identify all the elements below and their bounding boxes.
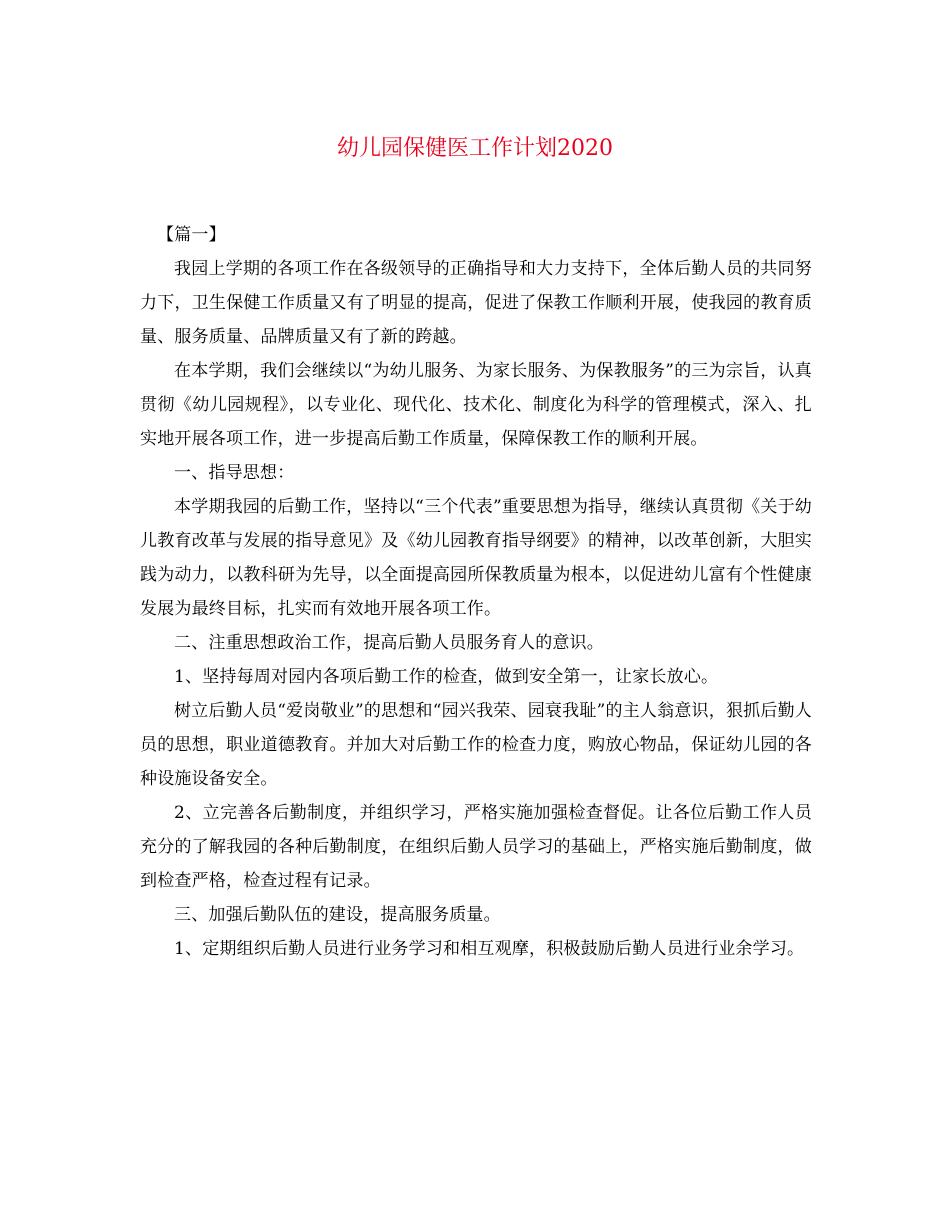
section-heading: 二、注重思想政治工作，提高后勤人员服务育人的意识。: [174, 633, 604, 653]
body-paragraph: 我园上学期的各项工作在各级领导的正确指导和大力支持下，全体后勤人员的共同努力下，卫生保健工作质量又有了明显的提高，促进了保教工作顺利开展，使我园的教育质量、服务质量、品牌质量又有了新的跨越。: [140, 259, 812, 347]
body-paragraph: 树立后勤人员“爱岗敬业”的思想和“园兴我荣、园衰我耻”的主人翁意识，狠抓后勤人员的思想，职业道德教育。并加大对后勤工作的检查力度，购放心物品，保证幼儿园的各种设施设备安全。: [140, 701, 812, 789]
section-heading: 一、指导思想：: [174, 463, 295, 483]
section-heading: 三、加强后勤队伍的建设，提高服务质量。: [174, 905, 501, 925]
body-paragraph: 1、定期组织后勤人员进行业务学习和相互观摩，积极鼓励后勤人员进行业余学习。: [174, 939, 805, 959]
body-paragraph: 1、坚持每周对园内各项后勤工作的检查，做到安全第一，让家长放心。: [174, 667, 719, 687]
document-body: [140, 218, 812, 966]
body-paragraph: 在本学期，我们会继续以“为幼儿服务、为家长服务、为保教服务”的三为宗旨，认真贯彻《幼儿园规程》，以专业化、现代化、技术化、制度化为科学的管理模式，深入、扎实地开展各项工作，进一步提高后勤工作质量，保障保教工作的顺利开展。: [140, 361, 812, 449]
body-paragraph: 本学期我园的后勤工作，坚持以“三个代表”重要思想为指导，继续认真贯彻《关于幼儿教育改革与发展的指导意见》及《幼儿园教育指导纲要》的精神，以改革创新，大胆实践为动力，以教科研为先导，以全面提高园所保教质量为根本，以促进幼儿富有个性健康发展为最终目标，扎实而有效地开展各项工作。: [140, 497, 812, 619]
body-paragraph: 2、立完善各后勤制度，并组织学习，严格实施加强检查督促。让各位后勤工作人员充分的了解我园的各种后勤制度，在组织后勤人员学习的基础上，严格实施后勤制度，做到检查严格，检查过程有记录。: [140, 803, 812, 891]
section-marker: 【篇一】: [157, 225, 226, 245]
document-title: 幼儿园保健医工作计划2020: [337, 136, 613, 161]
